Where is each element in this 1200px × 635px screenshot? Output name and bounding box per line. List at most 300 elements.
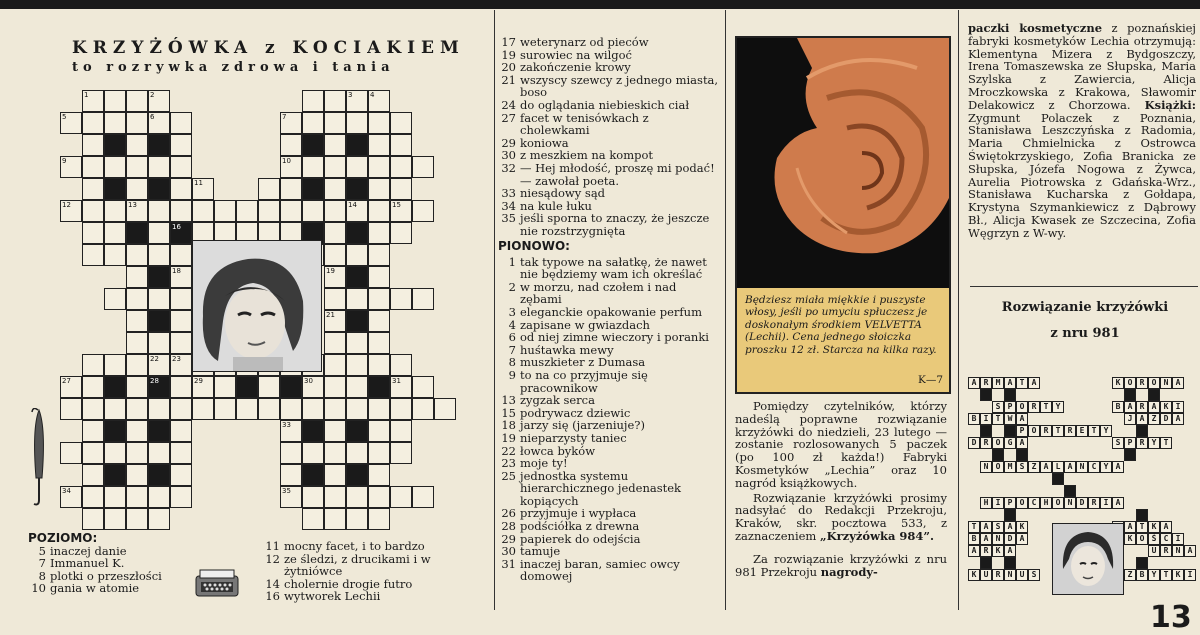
clue-text: nieparzysty taniec xyxy=(520,430,627,445)
solution-letter: A xyxy=(968,545,980,557)
clue-number: 24 xyxy=(501,97,516,112)
grid-cell[interactable] xyxy=(236,376,258,398)
grid-cell[interactable] xyxy=(126,266,148,288)
solution-letter: I xyxy=(992,497,1004,509)
hair-photo xyxy=(737,38,949,288)
grid-cell[interactable] xyxy=(280,376,302,398)
grid-cell[interactable] xyxy=(60,442,82,464)
grid-cell[interactable] xyxy=(302,156,324,178)
grid-cell[interactable] xyxy=(346,508,368,530)
grid-cell[interactable] xyxy=(104,464,126,486)
grid-cell[interactable] xyxy=(368,508,390,530)
grid-cell[interactable] xyxy=(368,244,390,266)
grid-cell[interactable] xyxy=(126,134,148,156)
grid-cell[interactable] xyxy=(280,134,302,156)
grid-cell[interactable] xyxy=(368,464,390,486)
clue-item xyxy=(498,432,720,445)
solution-letter: R xyxy=(1160,545,1172,557)
grid-cell[interactable] xyxy=(60,200,82,222)
grid-cell[interactable] xyxy=(324,464,346,486)
clue-item xyxy=(498,281,720,306)
clue-text: na kule łuku xyxy=(520,198,592,213)
grid-cell[interactable] xyxy=(346,112,368,134)
grid-cell[interactable] xyxy=(346,332,368,354)
grid-cell[interactable] xyxy=(412,486,434,508)
cell-number: 5 xyxy=(62,113,67,121)
clue-text: mocny facet, i to bardzo xyxy=(284,539,425,553)
grid-cell[interactable] xyxy=(390,200,412,222)
grid-cell[interactable] xyxy=(104,486,126,508)
grid-cell[interactable] xyxy=(324,178,346,200)
grid-cell[interactable] xyxy=(236,200,258,222)
grid-cell[interactable] xyxy=(60,376,82,398)
grid-cell[interactable] xyxy=(126,288,148,310)
grid-cell[interactable] xyxy=(302,376,324,398)
grid-cell[interactable] xyxy=(148,310,170,332)
grid-cell[interactable] xyxy=(82,134,104,156)
grid-cell[interactable] xyxy=(324,222,346,244)
grid-cell[interactable] xyxy=(170,200,192,222)
solution-letter: H xyxy=(1040,497,1052,509)
grid-cell[interactable] xyxy=(302,178,324,200)
column-rule xyxy=(494,10,495,610)
grid-cell[interactable] xyxy=(148,90,170,112)
grid-cell[interactable] xyxy=(82,178,104,200)
grid-cell[interactable] xyxy=(148,112,170,134)
grid-cell[interactable] xyxy=(170,486,192,508)
grid-cell[interactable] xyxy=(324,288,346,310)
grid-cell[interactable] xyxy=(170,178,192,200)
grid-cell[interactable] xyxy=(324,266,346,288)
solution-letter: R xyxy=(1028,401,1040,413)
clue-text: podściółka z drewna xyxy=(520,519,640,534)
grid-cell[interactable] xyxy=(104,376,126,398)
grid-cell[interactable] xyxy=(302,486,324,508)
grid-cell[interactable] xyxy=(126,332,148,354)
clue-number: 5 xyxy=(38,543,46,558)
grid-cell[interactable] xyxy=(236,398,258,420)
divider xyxy=(970,286,1198,287)
grid-cell[interactable] xyxy=(126,200,148,222)
grid-cell[interactable] xyxy=(390,376,412,398)
grid-cell[interactable] xyxy=(346,178,368,200)
grid-cell[interactable] xyxy=(390,134,412,156)
grid-cell[interactable] xyxy=(82,508,104,530)
grid-cell[interactable] xyxy=(170,332,192,354)
clue-number: 1 xyxy=(508,254,516,269)
grid-cell[interactable] xyxy=(324,420,346,442)
grid-cell[interactable] xyxy=(302,134,324,156)
cell-number: 34 xyxy=(62,487,71,495)
grid-cell[interactable] xyxy=(170,376,192,398)
grid-cell[interactable] xyxy=(126,420,148,442)
grid-cell[interactable] xyxy=(324,332,346,354)
clue-text: zygzak serca xyxy=(520,393,595,408)
grid-cell[interactable] xyxy=(280,442,302,464)
grid-cell[interactable] xyxy=(412,398,434,420)
clue-number: 14 xyxy=(265,576,280,591)
solution-letter: O xyxy=(1124,377,1136,389)
grid-cell[interactable] xyxy=(192,376,214,398)
grid-cell[interactable] xyxy=(148,266,170,288)
grid-cell[interactable] xyxy=(82,464,104,486)
grid-cell[interactable] xyxy=(390,156,412,178)
grid-cell[interactable] xyxy=(148,508,170,530)
grid-cell[interactable] xyxy=(104,90,126,112)
grid-cell[interactable] xyxy=(192,398,214,420)
solution-letter: A xyxy=(1124,521,1136,533)
solution-letter: P xyxy=(1124,437,1136,449)
grid-cell[interactable] xyxy=(280,156,302,178)
grid-cell[interactable] xyxy=(60,156,82,178)
grid-cell[interactable] xyxy=(148,288,170,310)
grid-cell[interactable] xyxy=(60,486,82,508)
clue-number: 25 xyxy=(501,468,516,483)
grid-cell[interactable] xyxy=(324,354,346,376)
solution-black-cell xyxy=(1016,449,1028,461)
grid-cell[interactable] xyxy=(346,486,368,508)
grid-cell[interactable] xyxy=(302,200,324,222)
cell-number: 2 xyxy=(150,91,155,99)
grid-cell[interactable] xyxy=(302,420,324,442)
grid-cell[interactable] xyxy=(324,156,346,178)
solution-letter: E xyxy=(1076,425,1088,437)
solution-letter: R xyxy=(980,437,992,449)
solution-letter: A xyxy=(980,533,992,545)
cell-number: 6 xyxy=(150,113,155,121)
grid-cell[interactable] xyxy=(104,112,126,134)
grid-cell[interactable] xyxy=(170,134,192,156)
grid-cell[interactable] xyxy=(126,398,148,420)
winners-cosmetics: z poznańskiej fabryki kosmetyków Lechia otrzymują: Klementyna Mizera z Bydgoszczy, Irena Tomaszewska ze Słupska, Maria Szylska z Zawiercia, Alicja Mroczkowska z Krakowa, Sławomir Delakowicz z Chorzowa. xyxy=(968,21,1196,112)
grid-cell[interactable] xyxy=(412,376,434,398)
grid-cell[interactable] xyxy=(214,398,236,420)
grid-cell[interactable] xyxy=(170,354,192,376)
grid-cell[interactable] xyxy=(346,310,368,332)
solution-letter: U xyxy=(980,569,992,581)
grid-cell[interactable] xyxy=(82,376,104,398)
solution-letter: I xyxy=(1100,497,1112,509)
grid-cell[interactable] xyxy=(390,420,412,442)
solution-letter: O xyxy=(992,461,1004,473)
clue-number: 34 xyxy=(501,198,516,213)
solution-letter: T xyxy=(1136,521,1148,533)
grid-cell[interactable] xyxy=(258,178,280,200)
solution-letter: J xyxy=(1124,413,1136,425)
grid-cell[interactable] xyxy=(368,178,390,200)
grid-cell[interactable] xyxy=(280,398,302,420)
grid-cell[interactable] xyxy=(412,200,434,222)
grid-cell[interactable] xyxy=(346,266,368,288)
grid-cell[interactable] xyxy=(368,266,390,288)
clue-number: 29 xyxy=(501,135,516,150)
clue-item xyxy=(498,162,720,187)
grid-cell[interactable] xyxy=(390,486,412,508)
grid-cell[interactable] xyxy=(148,486,170,508)
grid-cell[interactable] xyxy=(82,222,104,244)
grid-cell[interactable] xyxy=(368,156,390,178)
grid-cell[interactable] xyxy=(148,398,170,420)
solution-letter: A xyxy=(1160,521,1172,533)
clue-number: 3 xyxy=(508,304,516,319)
grid-cell[interactable] xyxy=(324,486,346,508)
grid-cell[interactable] xyxy=(324,134,346,156)
grid-cell[interactable] xyxy=(324,90,346,112)
clue-text: jarzy się (jarzeniuje?) xyxy=(520,418,645,433)
solution-letter: D xyxy=(1004,533,1016,545)
grid-cell[interactable] xyxy=(390,398,412,420)
grid-cell[interactable] xyxy=(148,178,170,200)
grid-cell[interactable] xyxy=(324,398,346,420)
grid-cell[interactable] xyxy=(412,156,434,178)
grid-cell[interactable] xyxy=(82,112,104,134)
grid-cell[interactable] xyxy=(170,244,192,266)
grid-cell[interactable] xyxy=(192,200,214,222)
cell-number: 35 xyxy=(282,487,291,495)
grid-cell[interactable] xyxy=(104,398,126,420)
grid-cell[interactable] xyxy=(82,200,104,222)
clue-number: 26 xyxy=(501,506,516,521)
grid-cell[interactable] xyxy=(390,288,412,310)
grid-cell[interactable] xyxy=(434,398,456,420)
grid-cell[interactable] xyxy=(324,508,346,530)
grid-cell[interactable] xyxy=(390,178,412,200)
grid-cell[interactable] xyxy=(82,420,104,442)
solution-letter: R xyxy=(1136,437,1148,449)
grid-cell[interactable] xyxy=(368,112,390,134)
grid-cell[interactable] xyxy=(346,420,368,442)
grid-cell[interactable] xyxy=(346,464,368,486)
grid-cell[interactable] xyxy=(346,376,368,398)
grid-cell[interactable] xyxy=(368,442,390,464)
grid-cell[interactable] xyxy=(148,222,170,244)
grid-cell[interactable] xyxy=(346,200,368,222)
grid-cell[interactable] xyxy=(170,464,192,486)
grid-cell[interactable] xyxy=(368,222,390,244)
grid-cell[interactable] xyxy=(104,420,126,442)
velvetta-advertisement xyxy=(735,36,951,394)
grid-cell[interactable] xyxy=(126,178,148,200)
grid-cell[interactable] xyxy=(280,420,302,442)
grid-cell[interactable] xyxy=(126,508,148,530)
grid-cell[interactable] xyxy=(368,90,390,112)
grid-cell[interactable] xyxy=(82,244,104,266)
grid-cell[interactable] xyxy=(258,376,280,398)
grid-cell[interactable] xyxy=(346,398,368,420)
clue-number: 7 xyxy=(508,342,516,357)
grid-cell[interactable] xyxy=(126,244,148,266)
grid-cell[interactable] xyxy=(104,288,126,310)
clue-text: surowiec na wilgoć xyxy=(520,47,632,62)
clue-number: 9 xyxy=(508,367,516,382)
grid-cell[interactable] xyxy=(170,156,192,178)
grid-cell[interactable] xyxy=(346,156,368,178)
solution-letter: N xyxy=(980,461,992,473)
grid-cell[interactable] xyxy=(368,486,390,508)
cell-number: 15 xyxy=(392,201,401,209)
grid-cell[interactable] xyxy=(302,508,324,530)
clue-item xyxy=(498,61,720,74)
grid-cell[interactable] xyxy=(346,222,368,244)
cell-number: 18 xyxy=(172,267,181,275)
grid-cell[interactable] xyxy=(346,90,368,112)
solution-letter: Y xyxy=(1100,425,1112,437)
grid-cell[interactable] xyxy=(126,112,148,134)
cell-number: 10 xyxy=(282,157,291,165)
solution-letter: R xyxy=(980,377,992,389)
grid-cell[interactable] xyxy=(368,310,390,332)
grid-cell[interactable] xyxy=(390,442,412,464)
grid-cell[interactable] xyxy=(368,332,390,354)
solution-letter: A xyxy=(1124,401,1136,413)
grid-cell[interactable] xyxy=(82,90,104,112)
grid-cell[interactable] xyxy=(126,222,148,244)
grid-cell[interactable] xyxy=(60,112,82,134)
grid-cell[interactable] xyxy=(324,376,346,398)
grid-cell[interactable] xyxy=(368,420,390,442)
grid-cell[interactable] xyxy=(324,442,346,464)
grid-cell[interactable] xyxy=(126,464,148,486)
contest-info xyxy=(735,400,947,578)
clue-text: to na co przyjmuje się pracownikow xyxy=(520,367,648,395)
grid-cell[interactable] xyxy=(148,134,170,156)
grid-cell[interactable] xyxy=(148,442,170,464)
grid-cell[interactable] xyxy=(104,354,126,376)
clue-text: niesądowy sąd xyxy=(520,186,606,201)
clue-number: 11 xyxy=(265,539,280,553)
solution-letter: S xyxy=(1028,569,1040,581)
grid-cell[interactable] xyxy=(346,134,368,156)
solution-letter: O xyxy=(1136,533,1148,545)
grid-cell[interactable] xyxy=(170,310,192,332)
solution-letter: I xyxy=(1172,401,1184,413)
grid-cell[interactable] xyxy=(302,90,324,112)
grid-cell[interactable] xyxy=(346,244,368,266)
grid-cell[interactable] xyxy=(148,354,170,376)
grid-cell[interactable] xyxy=(148,332,170,354)
grid-cell[interactable] xyxy=(280,178,302,200)
grid-cell[interactable] xyxy=(324,310,346,332)
grid-cell[interactable] xyxy=(390,222,412,244)
clue-text: z meszkiem na kompot xyxy=(520,148,654,163)
grid-cell[interactable] xyxy=(258,398,280,420)
grid-cell[interactable] xyxy=(214,200,236,222)
grid-cell[interactable] xyxy=(104,200,126,222)
clue-item xyxy=(498,520,720,533)
grid-cell[interactable] xyxy=(170,420,192,442)
grid-cell[interactable] xyxy=(126,90,148,112)
grid-cell[interactable] xyxy=(148,200,170,222)
grid-cell[interactable] xyxy=(126,486,148,508)
grid-cell[interactable] xyxy=(126,442,148,464)
grid-cell[interactable] xyxy=(324,200,346,222)
solution-letter: P xyxy=(1004,497,1016,509)
grid-cell[interactable] xyxy=(302,464,324,486)
grid-cell[interactable] xyxy=(126,156,148,178)
solution-letter: A xyxy=(968,377,980,389)
grid-cell[interactable] xyxy=(104,508,126,530)
grid-cell[interactable] xyxy=(368,376,390,398)
grid-cell[interactable] xyxy=(280,486,302,508)
solution-black-cell xyxy=(992,449,1004,461)
grid-cell[interactable] xyxy=(170,266,192,288)
grid-cell[interactable] xyxy=(368,200,390,222)
grid-cell[interactable] xyxy=(280,200,302,222)
grid-cell[interactable] xyxy=(82,156,104,178)
grid-cell[interactable] xyxy=(148,464,170,486)
grid-cell[interactable] xyxy=(60,398,82,420)
grid-cell[interactable] xyxy=(280,464,302,486)
grid-cell[interactable] xyxy=(82,442,104,464)
grid-cell[interactable] xyxy=(412,288,434,310)
grid-cell[interactable] xyxy=(280,112,302,134)
grid-cell[interactable] xyxy=(302,398,324,420)
grid-cell[interactable] xyxy=(368,354,390,376)
contest-paragraph-2 xyxy=(735,492,947,543)
grid-cell[interactable] xyxy=(148,244,170,266)
grid-cell[interactable] xyxy=(390,112,412,134)
grid-cell[interactable] xyxy=(368,398,390,420)
grid-cell[interactable] xyxy=(148,420,170,442)
clue-text: papierek do odejścia xyxy=(520,531,641,546)
grid-cell[interactable] xyxy=(104,222,126,244)
grid-cell[interactable] xyxy=(324,244,346,266)
grid-cell[interactable] xyxy=(170,112,192,134)
clue-text: od niej zimne wieczory i poranki xyxy=(520,330,709,345)
grid-cell[interactable] xyxy=(82,398,104,420)
grid-cell[interactable] xyxy=(104,134,126,156)
solution-letter: W xyxy=(1004,413,1016,425)
clue-item xyxy=(498,256,720,281)
grid-cell[interactable] xyxy=(170,288,192,310)
grid-cell[interactable] xyxy=(148,376,170,398)
solution-letter: K xyxy=(968,569,980,581)
grid-cell[interactable] xyxy=(368,134,390,156)
grid-cell[interactable] xyxy=(214,376,236,398)
clue-number: 13 xyxy=(501,393,516,408)
solution-black-cell xyxy=(1148,389,1160,401)
grid-cell[interactable] xyxy=(104,156,126,178)
grid-cell[interactable] xyxy=(390,354,412,376)
grid-cell[interactable] xyxy=(82,486,104,508)
grid-cell[interactable] xyxy=(170,442,192,464)
grid-cell[interactable] xyxy=(258,200,280,222)
grid-cell[interactable] xyxy=(126,354,148,376)
grid-cell[interactable] xyxy=(192,178,214,200)
grid-cell[interactable] xyxy=(346,288,368,310)
grid-cell[interactable] xyxy=(346,442,368,464)
solution-letter: A xyxy=(1040,461,1052,473)
grid-cell[interactable] xyxy=(126,376,148,398)
grid-cell[interactable] xyxy=(104,442,126,464)
grid-cell[interactable] xyxy=(302,112,324,134)
grid-cell[interactable] xyxy=(324,112,346,134)
grid-cell[interactable] xyxy=(346,354,368,376)
grid-cell[interactable] xyxy=(104,244,126,266)
clue-text: — Hej młodość, proszę mi podać! — zawołał poeta. xyxy=(520,160,715,188)
grid-cell[interactable] xyxy=(302,442,324,464)
grid-cell[interactable] xyxy=(368,288,390,310)
grid-cell[interactable] xyxy=(82,354,104,376)
grid-cell[interactable] xyxy=(126,310,148,332)
clue-number: 10 xyxy=(31,581,46,596)
solution-letter: N xyxy=(1172,545,1184,557)
cell-number: 21 xyxy=(326,311,335,319)
grid-cell[interactable] xyxy=(170,222,192,244)
grid-cell[interactable] xyxy=(104,178,126,200)
grid-cell[interactable] xyxy=(148,156,170,178)
grid-cell[interactable] xyxy=(170,398,192,420)
